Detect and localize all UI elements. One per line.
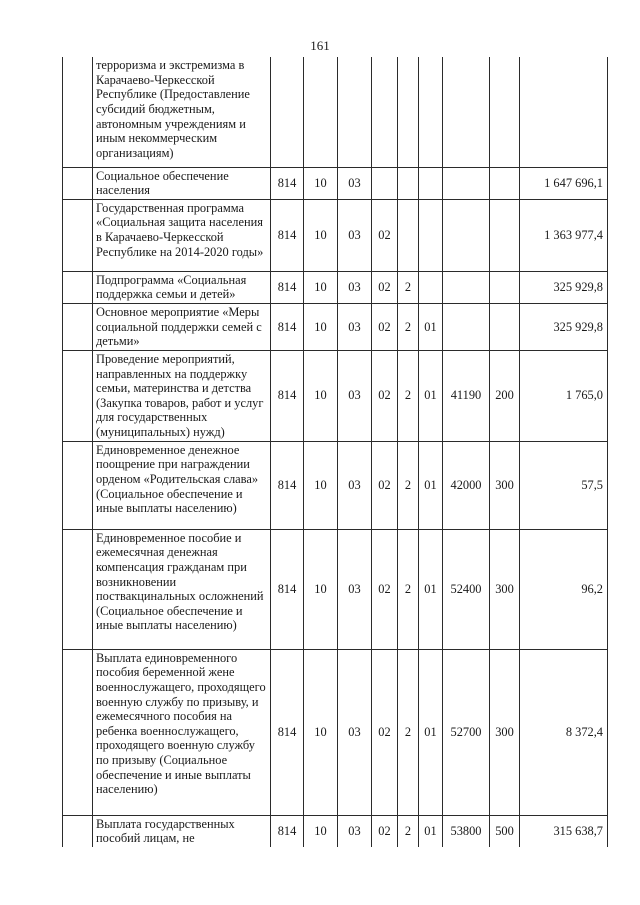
cell-om: 01 [419, 304, 443, 351]
cell-pr: 03 [338, 529, 372, 649]
cell-rz [304, 57, 338, 167]
cell-pp: 2 [398, 815, 419, 847]
table-row [63, 815, 608, 847]
cell-ved: 814 [271, 649, 304, 815]
item-description: Выплата единовременного пособия беременной жене военнослужащего, проходящего военную службу по призыву, и ежемесячного пособия на ребенка военнослужащего, проходящего военную службу по призыву (Социальное обеспечение и иные выплаты населению) [93, 649, 271, 815]
cell-sum: 57,5 [520, 441, 608, 529]
page-number: 161 [310, 38, 330, 53]
cell-prog: 02 [372, 304, 398, 351]
cell-om: 01 [419, 815, 443, 847]
cell-sum: 325 929,8 [520, 304, 608, 351]
table-row [63, 167, 608, 199]
cell-pr: 03 [338, 304, 372, 351]
cell-ved: 814 [271, 167, 304, 199]
row-number-cell [63, 441, 93, 529]
row-number-cell [63, 649, 93, 815]
cell-napr: 52400 [443, 529, 490, 649]
row-number-cell [63, 529, 93, 649]
item-description: Основное мероприятие «Меры социальной поддержки семей с детьми» [93, 304, 271, 351]
cell-pr: 03 [338, 441, 372, 529]
row-number-cell [63, 57, 93, 167]
cell-rz: 10 [304, 649, 338, 815]
cell-om: 01 [419, 441, 443, 529]
cell-prog: 02 [372, 350, 398, 441]
cell-pp: 2 [398, 649, 419, 815]
cell-napr [443, 271, 490, 303]
cell-ved: 814 [271, 815, 304, 847]
cell-ved: 814 [271, 304, 304, 351]
budget-table [62, 57, 608, 847]
cell-sum: 8 372,4 [520, 649, 608, 815]
cell-vr [490, 167, 520, 199]
item-description: Единовременное денежное поощрение при награждении орденом «Родительская слава» (Социальное обеспечение и иные выплаты населению) [93, 441, 271, 529]
table-row [63, 441, 608, 529]
cell-ved: 814 [271, 350, 304, 441]
row-number-cell [63, 815, 93, 847]
table-row [63, 529, 608, 649]
row-number-cell [63, 167, 93, 199]
cell-rz: 10 [304, 271, 338, 303]
cell-om: 01 [419, 529, 443, 649]
cell-pr: 03 [338, 649, 372, 815]
cell-ved: 814 [271, 529, 304, 649]
cell-vr: 500 [490, 815, 520, 847]
cell-sum: 1 765,0 [520, 350, 608, 441]
item-description: Подпрограмма «Социальная поддержка семьи и детей» [93, 271, 271, 303]
table-row [63, 649, 608, 815]
cell-pr: 03 [338, 350, 372, 441]
cell-ved: 814 [271, 271, 304, 303]
cell-prog: 02 [372, 199, 398, 271]
cell-om: 01 [419, 649, 443, 815]
cell-sum [520, 57, 608, 167]
cell-pp: 2 [398, 529, 419, 649]
item-description: Социальное обеспечение населения [93, 167, 271, 199]
item-description: Единовременное пособие и ежемесячная денежная компенсация гражданам при возникновении поствакцинальных осложнений (Социальное обеспечение и иные выплаты населению) [93, 529, 271, 649]
table-row [63, 271, 608, 303]
cell-rz: 10 [304, 167, 338, 199]
cell-rz: 10 [304, 815, 338, 847]
cell-sum: 1 363 977,4 [520, 199, 608, 271]
cell-prog: 02 [372, 271, 398, 303]
cell-napr [443, 57, 490, 167]
cell-pr: 03 [338, 271, 372, 303]
cell-pp: 2 [398, 304, 419, 351]
cell-rz: 10 [304, 199, 338, 271]
cell-rz: 10 [304, 441, 338, 529]
cell-prog: 02 [372, 815, 398, 847]
cell-vr: 200 [490, 350, 520, 441]
cell-vr: 300 [490, 649, 520, 815]
cell-pp: 2 [398, 441, 419, 529]
cell-pr: 03 [338, 167, 372, 199]
cell-ved: 814 [271, 441, 304, 529]
cell-pr: 03 [338, 815, 372, 847]
cell-napr: 42000 [443, 441, 490, 529]
cell-sum: 325 929,8 [520, 271, 608, 303]
row-number-cell [63, 199, 93, 271]
cell-vr [490, 199, 520, 271]
cell-napr: 41190 [443, 350, 490, 441]
cell-pp [398, 199, 419, 271]
cell-sum: 1 647 696,1 [520, 167, 608, 199]
table-row [63, 350, 608, 441]
item-description: Проведение мероприятий, направленных на поддержку семьи, материнства и детства (Закупка товаров, работ и услуг для государственных (муниципальных) нужд) [93, 350, 271, 441]
cell-napr [443, 167, 490, 199]
table-row [63, 199, 608, 271]
cell-pp: 2 [398, 271, 419, 303]
cell-pr: 03 [338, 199, 372, 271]
row-number-cell [63, 271, 93, 303]
cell-napr: 53800 [443, 815, 490, 847]
cell-napr: 52700 [443, 649, 490, 815]
row-number-cell [63, 304, 93, 351]
cell-vr [490, 57, 520, 167]
cell-pp [398, 57, 419, 167]
cell-napr [443, 199, 490, 271]
cell-rz: 10 [304, 304, 338, 351]
cell-om [419, 271, 443, 303]
cell-om [419, 167, 443, 199]
cell-om: 01 [419, 350, 443, 441]
item-description: терроризма и экстремизма в Карачаево-Черкесской Республике (Предоставление субсидий бюджетным, автономным учреждениям и иным некоммерческим организациям) [93, 57, 271, 167]
cell-om [419, 199, 443, 271]
cell-rz: 10 [304, 529, 338, 649]
cell-sum: 96,2 [520, 529, 608, 649]
cell-prog: 02 [372, 649, 398, 815]
cell-prog [372, 167, 398, 199]
cell-om [419, 57, 443, 167]
cell-napr [443, 304, 490, 351]
table-row [63, 304, 608, 351]
cell-vr [490, 304, 520, 351]
item-description: Государственная программа «Социальная защита населения в Карачаево-Черкесской Республике на 2014-2020 годы» [93, 199, 271, 271]
cell-pp [398, 167, 419, 199]
cell-sum: 315 638,7 [520, 815, 608, 847]
cell-pr [338, 57, 372, 167]
cell-ved: 814 [271, 199, 304, 271]
cell-prog: 02 [372, 529, 398, 649]
cell-vr: 300 [490, 529, 520, 649]
cell-rz: 10 [304, 350, 338, 441]
cell-vr [490, 271, 520, 303]
cell-prog [372, 57, 398, 167]
cell-pp: 2 [398, 350, 419, 441]
table-row [63, 57, 608, 167]
item-description: Выплата государственных пособий лицам, не [93, 815, 271, 847]
row-number-cell [63, 350, 93, 441]
cell-prog: 02 [372, 441, 398, 529]
cell-vr: 300 [490, 441, 520, 529]
cell-ved [271, 57, 304, 167]
